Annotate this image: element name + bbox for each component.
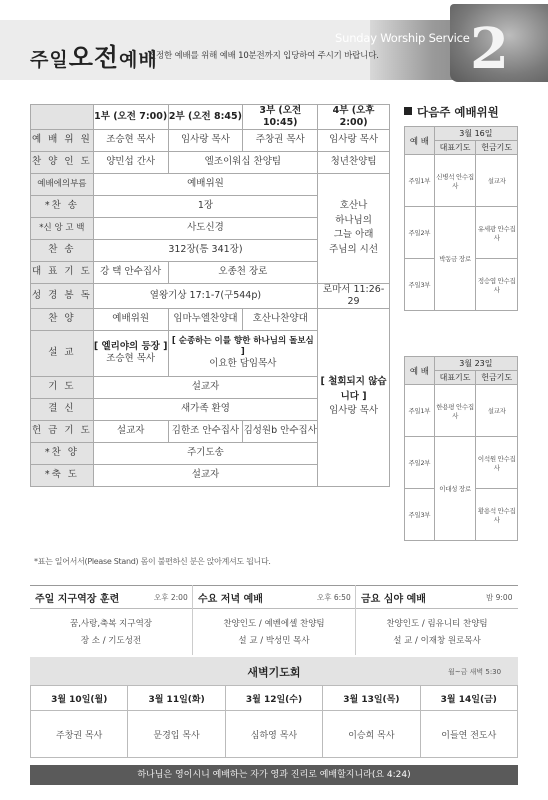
service4-praise-cell [318,173,390,283]
event-title: 주일 지구역장 훈련 [35,594,120,605]
service4-line: 그늘 아래 [333,229,374,241]
cell: 양민섭 간사 [93,151,168,173]
event-line: 찬양인도 / 예벤에셀 찬양팀 [223,619,325,629]
cell: 주기도송 [93,442,317,464]
row-label: 예 배 [405,357,435,385]
row-label: 예 배 [405,127,435,155]
offering-header: 헌금기도 [476,141,518,155]
cell: 312장(통 341장) [93,239,317,261]
service4-line: 하나님의 [335,214,372,226]
next-week-table-1 [404,126,518,311]
title-prefix: 주일 [30,49,69,71]
sermon-preacher-2: 이요한 담임목사 [209,357,277,369]
dawn-day: 3월 10일(월) [31,686,128,711]
sermon-title-2: [ 순종하는 이를 향한 하나님의 돌보심 ] [171,336,314,358]
prayer: 신병석 안수집사 [434,155,476,207]
service-number: 2 [470,16,509,82]
cell: 조승현 목사 [93,129,168,151]
service: 주일3부 [405,489,435,541]
service: 주일2부 [405,437,435,489]
service4-sermon-title: [ 철회되지 않습니다 ] [320,375,387,402]
row-label: 기 도 [31,376,94,398]
corner-cell [31,105,94,130]
service-order-table [30,104,390,487]
row-label: 찬 양 [31,308,94,330]
cell: 예배위원 [93,308,168,330]
cell: 김한조 안수집사 [168,420,243,442]
prayer-header: 대표기도 [434,141,476,155]
scripture-footer: 하나님은 영이시니 예배하는 자가 영과 진리로 예배할지니라(요 4:24) [30,765,518,785]
cell: 설교자 [93,376,317,398]
offering: 설교자 [476,155,518,207]
page-title [30,38,158,74]
offering-header: 헌금기도 [476,371,518,385]
title-suffix: 예배 [119,49,158,71]
dawn-preacher: 이들연 전도사 [420,711,517,758]
event-line: 설 교 / 이재창 원로목사 [393,636,481,646]
dawn-preacher: 문경입 목사 [128,711,225,758]
cell: 김성원b 안수집사 [243,420,318,442]
event-time: 오후 6:50 [317,593,351,602]
row-label: 결 신 [31,398,94,420]
cell: 엘조이워십 찬양팀 [168,151,318,173]
event-time: 오후 2:00 [154,593,188,602]
service4-line: 호산나 [339,199,368,211]
cell: 임마누엘찬양대 [168,308,243,330]
event-time: 밤 9:00 [486,593,513,602]
dawn-time: 월~금 새벽 5:30 [448,668,502,676]
dawn-day: 3월 14일(금) [420,686,517,711]
service: 주일1부 [405,155,435,207]
cell: 예배위원 [93,173,317,195]
title-big: 오전 [68,43,120,72]
service4-preacher: 임사랑 목사 [329,405,379,417]
service: 주일2부 [405,207,435,259]
prayer-header: 대표기도 [434,371,476,385]
date: 3월 23일 [434,357,517,371]
row-label: *찬 송 [31,195,94,217]
cell: 설교자 [93,420,168,442]
cell: 열왕기상 17:1-7(구544p) [93,283,317,308]
cell: 새가족 환영 [93,398,317,420]
event-line: 장 소 / 기도성전 [80,636,142,646]
next-week-table-2 [404,356,518,541]
event-line: 설 교 / 박성민 목사 [238,636,310,646]
cell: 임사랑 목사 [168,129,243,151]
service4-sermon-cell [318,308,390,486]
row-label: 찬 송 [31,239,94,261]
dawn-day: 3월 13일(목) [323,686,420,711]
col-1: 1부 (오전 7:00) [93,105,168,130]
offering: 유세광 안수집사 [476,207,518,259]
dawn-title: 새벽기도회 [247,666,301,679]
subtitle: 진정한 예배를 위해 예배 10분전까지 입당하여 주시기 바랍니다. [148,51,379,61]
cell: 설교자 [93,464,317,486]
square-bullet-icon [404,107,412,115]
service: 주일1부 [405,385,435,437]
cell [93,330,168,376]
prayer: 한용평 안수집사 [434,385,476,437]
sermon-preacher-1: 조승현 목사 [106,353,156,364]
event-title: 금요 심야 예배 [361,594,426,605]
row-label: 설 교 [31,330,94,376]
next-week-title [404,104,499,120]
col-4: 4부 (오후 2:00) [318,105,390,130]
col-3: 3부 (오전 10:45) [243,105,318,130]
event-line: 찬양인도 / 림유니티 찬양팀 [386,619,488,629]
offering: 황용석 안수집사 [476,489,518,541]
merged-prayer: 이대성 장로 [434,437,476,541]
cell: 임사랑 목사 [318,129,390,151]
row-label: 성 경 봉 독 [31,283,94,308]
cell: 강 택 안수집사 [93,261,168,283]
offering: 정승엽 안수집사 [476,259,518,311]
row-label: 예 배 위 원 [31,129,94,151]
service4-line: 주님의 시선 [329,243,379,255]
row-label: *찬 양 [31,442,94,464]
date: 3월 16일 [434,127,517,141]
row-label: 대 표 기 도 [31,261,94,283]
row-label: 찬 양 인 도 [31,151,94,173]
cell: 사도신경 [93,217,317,239]
cell: 오종천 장로 [168,261,318,283]
cell: 호산나찬양대 [243,308,318,330]
cell: 로마서 11:26-29 [318,283,390,308]
row-label: 예배에의부름 [31,173,94,195]
sermon-title-1: [ 엘리야의 등장 ] [93,341,168,353]
merged-prayer: 박동금 장로 [434,207,476,311]
dawn-day: 3월 11일(화) [128,686,225,711]
dawn-schedule-table [30,685,518,758]
cell: 청년찬양팀 [318,151,390,173]
dawn-preacher: 심하영 목사 [225,711,322,758]
row-label: *신 앙 고 백 [31,217,94,239]
dawn-day: 3월 12일(수) [225,686,322,711]
dawn-preacher: 주창권 목사 [31,711,128,758]
service: 주일3부 [405,259,435,311]
row-label: 헌 금 기 도 [31,420,94,442]
english-title: Sunday Worship Service [335,31,470,45]
event-title: 수요 저녁 예배 [198,594,263,605]
row-label: *축 도 [31,464,94,486]
offering: 설교자 [476,385,518,437]
offering: 이석원 안수집사 [476,437,518,489]
event-line: 꿈,사랑,축복 지구역장 [69,619,152,629]
cell: 주창권 목사 [243,129,318,151]
next-week-title-text: 다음주 예배위원 [417,105,499,119]
cell: 1장 [93,195,317,217]
dawn-preacher: 이승희 목사 [323,711,420,758]
col-2: 2부 (오전 8:45) [168,105,243,130]
standing-note: *표는 일어서서(Please Stand) 몸이 불편하신 분은 앉아계셔도 됩니다. [34,557,271,566]
cell [168,330,318,376]
